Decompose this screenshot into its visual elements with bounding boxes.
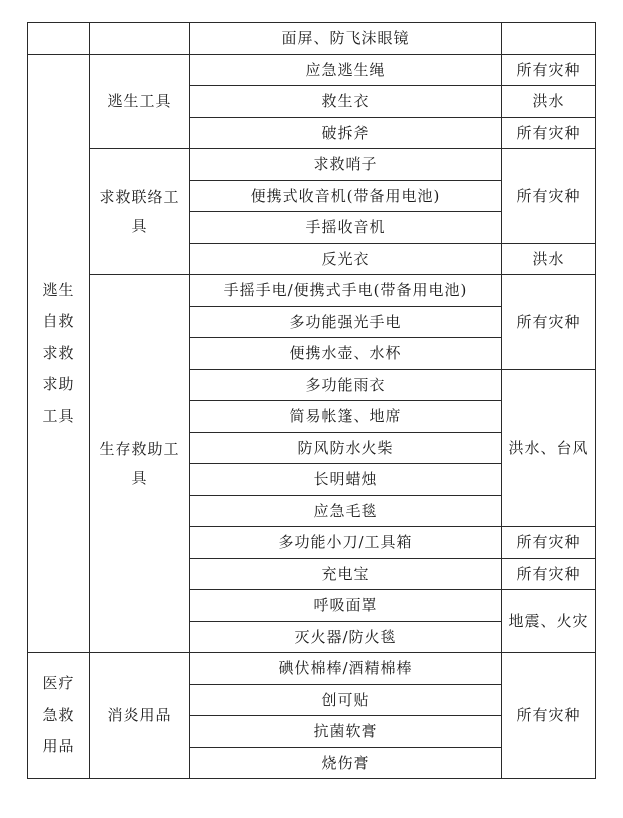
item-cell: 应急逃生绳 — [190, 54, 502, 86]
disaster-cell: 地震、火灾 — [502, 590, 596, 653]
emergency-supplies-table — [27, 22, 596, 779]
item-cell: 手摇手电/便携式手电(带备用电池) — [190, 275, 502, 307]
item-cell: 多功能雨衣 — [190, 369, 502, 401]
subcategory-label: 求救联络工具 — [99, 188, 180, 235]
subcategory-escape-tools: 逃生工具 — [90, 54, 190, 149]
table-row — [28, 54, 596, 86]
empty-cell — [28, 23, 90, 55]
subcategory-anti-inflammatory: 消炎用品 — [90, 653, 190, 779]
table-container — [27, 22, 596, 779]
subcategory-label: 生存救助工具 — [99, 440, 180, 487]
item-cell: 抗菌软膏 — [190, 716, 502, 748]
item-cell: 便携式收音机(带备用电池) — [190, 180, 502, 212]
table-row — [28, 149, 596, 181]
disaster-cell: 所有灾种 — [502, 275, 596, 370]
item-cell: 便携水壶、水杯 — [190, 338, 502, 370]
disaster-cell: 所有灾种 — [502, 558, 596, 590]
item-cell: 面屏、防飞沫眼镜 — [190, 23, 502, 55]
item-cell: 防风防水火柴 — [190, 432, 502, 464]
item-cell: 救生衣 — [190, 86, 502, 118]
category-label: 逃生自救求救求助工具 — [42, 280, 75, 425]
subcategory-contact-tools — [90, 149, 190, 275]
item-cell: 破拆斧 — [190, 117, 502, 149]
item-cell: 手摇收音机 — [190, 212, 502, 244]
empty-cell — [502, 23, 596, 55]
table-row — [28, 275, 596, 307]
item-cell: 碘伏棉棒/酒精棉棒 — [190, 653, 502, 685]
empty-cell — [90, 23, 190, 55]
subcategory-survival-tools — [90, 275, 190, 653]
item-cell: 长明蜡烛 — [190, 464, 502, 496]
table-row — [28, 23, 596, 55]
disaster-cell: 所有灾种 — [502, 54, 596, 86]
category-escape-self-rescue — [28, 54, 90, 653]
item-cell: 充电宝 — [190, 558, 502, 590]
item-cell: 多功能小刀/工具箱 — [190, 527, 502, 559]
disaster-cell: 所有灾种 — [502, 527, 596, 559]
item-cell: 简易帐篷、地席 — [190, 401, 502, 433]
disaster-cell: 洪水、台风 — [502, 369, 596, 527]
category-medical-first-aid — [28, 653, 90, 779]
disaster-cell: 洪水 — [502, 86, 596, 118]
item-cell: 烧伤膏 — [190, 747, 502, 779]
disaster-cell: 所有灾种 — [502, 149, 596, 244]
item-cell: 灭火器/防火毯 — [190, 621, 502, 653]
item-cell: 应急毛毯 — [190, 495, 502, 527]
item-cell: 多功能强光手电 — [190, 306, 502, 338]
item-cell: 呼吸面罩 — [190, 590, 502, 622]
category-label: 医疗急救用品 — [42, 674, 75, 756]
disaster-cell: 所有灾种 — [502, 117, 596, 149]
table-row — [28, 653, 596, 685]
disaster-cell: 所有灾种 — [502, 653, 596, 779]
item-cell: 反光衣 — [190, 243, 502, 275]
item-cell: 求救哨子 — [190, 149, 502, 181]
item-cell: 创可贴 — [190, 684, 502, 716]
disaster-cell: 洪水 — [502, 243, 596, 275]
